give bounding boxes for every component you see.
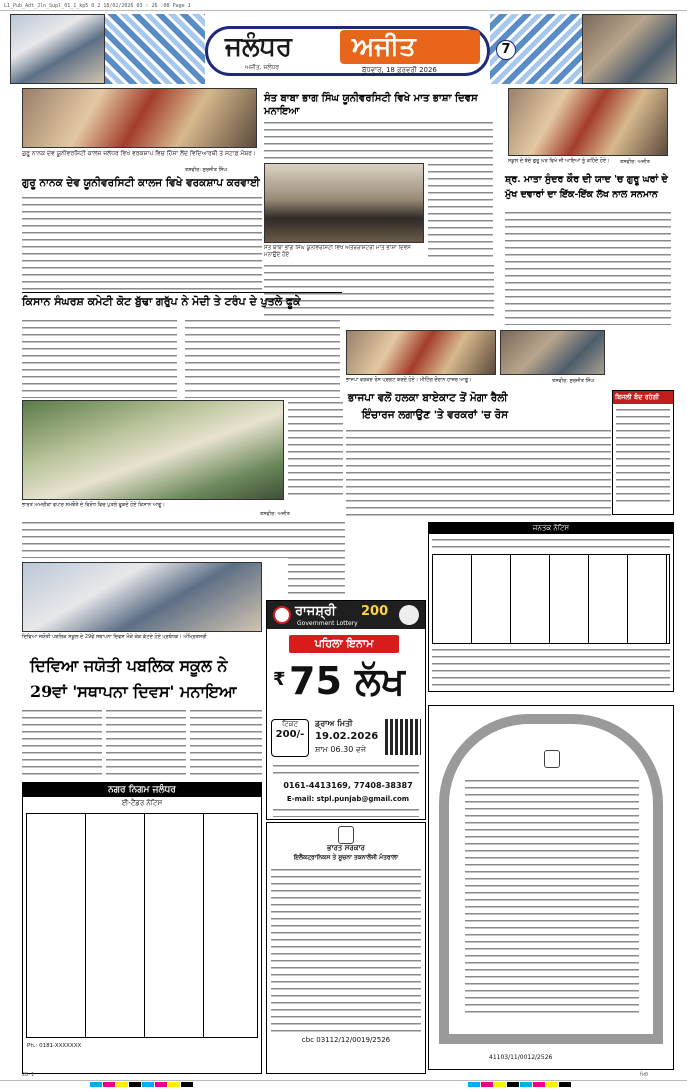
body-mata-sundar	[505, 210, 671, 325]
masthead-pattern-left	[105, 14, 205, 84]
credit-guru-nanak: ਤਸਵੀਰ: ਸੁਰਜੀਤ ਸਿੰਘ	[185, 167, 228, 173]
cmyk-bar	[90, 1072, 194, 1089]
print-slug: L1_Pub_Adt_Jln_Supl_01_1_kp5 0 2 18/02/2026 03 : 26 :08 Page 1	[4, 3, 191, 9]
bijli-body	[616, 407, 670, 507]
lottery-ad	[266, 600, 426, 820]
masthead-date: ਬੁੱਧਵਾਰ, 18 ਫ਼ਰਵਰੀ 2026	[362, 66, 437, 74]
credit-kisan: ਤਸਵੀਰ: ਅਜੀਤ	[260, 511, 290, 517]
body-kisan-1	[22, 318, 177, 398]
masthead-title-left: ਜਲੰਧਰ	[225, 32, 293, 62]
headline-divya-1: ਦਿਵਿਆ ਜਯੋਤੀ ਪਬਲਿਕ ਸਕੂਲ ਨੇ	[30, 656, 228, 675]
bijli-title: ਬਿਜਲੀ ਬੰਦ ਰਹੇਗੀ	[613, 391, 673, 404]
body-lead-right	[428, 120, 493, 260]
lottery-brand: ਰਾਜਸ਼੍ਰੀ	[295, 604, 336, 619]
body-divya-2	[106, 708, 186, 780]
lottery-draw-date: 19.02.2026	[315, 731, 379, 742]
lottery-email: E-mail: stpl.punjab@gmail.com	[286, 795, 410, 803]
notice-right-top-table	[432, 554, 670, 644]
masthead	[10, 14, 677, 84]
body-kisan-2	[185, 318, 340, 398]
body-guru-nanak	[22, 195, 262, 290]
photo-bjp	[346, 330, 496, 375]
headline-bjp-1: ਭਾਜਪਾ ਵਲੋਂ ਹਲਕਾ ਬਾਏਕਾਟ ਤੋਂ ਮੋਗਾ ਰੈਲੀ	[348, 392, 508, 404]
lottery-ticket-box	[271, 719, 309, 757]
notice-middle	[266, 822, 426, 1074]
headline-mata-sundar: ਸ਼੍ਰ. ਮਾਤਾ ਸੁੰਦਰ ਕੌਰ ਦੀ ਯਾਦ 'ਚ ਗੁਰੂ ਘਰਾਂ ਦੇ ਮੁੱਖ ਦਵਾਰਾਂ ਦਾ ਇੱਕ-ਇੱਕ ਲੱਖ ਨਾਲ ਸਨਮਾਨ	[505, 174, 668, 200]
headline-guru-nanak: ਗੁਰੂ ਨਾਨਕ ਦੇਵ ਯੂਨੀਵਰਸਿਟੀ ਕਾਲਜ ਵਿਖੇ ਵਰਕਸ਼ਾਪ ਕਰਵਾਈ	[22, 177, 260, 189]
lottery-sub: Government Lottery	[297, 620, 358, 627]
emblem-icon	[338, 826, 354, 844]
headline-divya-2: 29ਵਾਂ 'ਸਥਾਪਨਾ ਦਿਵਸ' ਮਨਾਇਆ	[30, 682, 237, 701]
photo-kisan	[22, 400, 284, 500]
notice-right-bottom-text	[465, 778, 639, 1018]
masthead-sub-left: ਅਜੀਤ, ਜਲੰਧਰ	[245, 64, 280, 71]
crop-line-top	[0, 10, 687, 11]
bijli-box	[612, 390, 674, 515]
rule-kisan	[22, 292, 342, 293]
caption-kisan: ਭਾਰਤ ਅਮਰੀਕਾ ਵਪਾਰ ਸਮਝੌਤੇ ਦੇ ਵਿਰੋਧ ਵਿਚ ਪੁਤਲੇ ਫੂਕਦੇ ਹੋਏ ਕਿਸਾਨ ਆਗੂ।	[22, 502, 165, 508]
lottery-currency: ₹	[273, 669, 286, 690]
headline-bjp-2: ਇੰਚਾਰਜ ਲਗਾਉਣ 'ਤੇ ਵਰਕਰਾਂ 'ਚ ਰੋਸ	[362, 409, 509, 421]
masthead-photo-right	[582, 14, 677, 84]
headline-lead-top: ਸੰਤ ਬਾਬਾ ਭਾਗ ਸਿੰਘ ਯੂਨੀਵਰਸਿਟੀ ਵਿਖੇ ਮਾਤ ਭਾਸ਼ਾ ਦਿਵਸ ਮਨਾਇਆ	[264, 93, 478, 117]
notice-middle-body: ਇਲੈਕਟ੍ਰਾਨਿਕਸ ਤੇ ਸੂਚਨਾ ਤਕਨਾਲੋਜੀ ਮੰਤਰਾਲਾ	[293, 854, 399, 861]
notice-left-footer: Ph.: 0181-XXXXXXX	[27, 1043, 82, 1049]
notice-middle-text	[271, 867, 421, 1032]
notice-middle-footer: cbc 03112/12/0019/2526	[301, 1036, 391, 1044]
body-kisan-3	[288, 400, 343, 500]
cmyk-bar-right	[468, 1072, 572, 1089]
caption-bjp: ਭਾਜਪਾ ਵਰਕਰ ਰੋਸ ਪ੍ਰਗਟ ਕਰਦੇ ਹੋਏ। ਮੀਟਿੰਗ ਦੌਰਾਨ ਹਾਜ਼ਰ ਆਗੂ।	[346, 377, 472, 383]
caption-guru-nanak: ਗੁਰੂ ਨਾਨਕ ਦੇਵ ਯੂਨੀਵਰਸਿਟੀ ਕਾਲਜ ਜਲੰਧਰ ਵਿਖੇ ਵਰਕਸ਼ਾਪ ਵਿਚ ਹਿੱਸਾ ਲੈਂਦੇ ਵਿਦਿਆਰਥੀ ਤੇ ਸਟਾਫ਼ ਮੈਂਬਰ।	[22, 150, 256, 157]
notice-right-top-intro	[432, 537, 670, 551]
photo-lead-top	[264, 163, 424, 243]
lottery-fineprint	[273, 763, 419, 775]
masthead-photo-left	[10, 14, 105, 84]
notice-right-top-title: ਜਨਤਕ ਨੋਟਿਸ	[429, 523, 673, 534]
body-column-mid	[288, 520, 345, 595]
photo-guru-nanak	[22, 88, 257, 148]
lottery-amount: 75 ਲੱਖ	[289, 659, 405, 703]
lottery-seal-icon	[399, 605, 419, 625]
caption-mata-sundar: ਸਕੂਲ ਦੇ ਬੱਚੇ ਗੁਰੂ ਘਰ ਵਿਖੇ ਜੀ ਆਇਆਂ ਨੂੰ ਕਹਿੰਦੇ ਹੋਏ।	[508, 158, 610, 164]
notice-left-sub: ਈ-ਟੈਂਡਰ ਨੋਟਿਸ	[121, 799, 163, 807]
lottery-ticket-price: 200/-	[275, 729, 305, 740]
footer-left-code: 28-1	[22, 1072, 35, 1078]
caption-divya: ਦਿਵਿਆ ਜਯੋਤੀ ਪਬਲਿਕ ਸਕੂਲ ਦੇ 29ਵੇਂ ਸਥਾਪਨਾ ਦਿਵਸ ਮੌਕੇ ਕੇਕ ਕੱਟਦੇ ਹੋਏ ਪ੍ਰਬੰਧਕ। ਅੰਮ੍ਰਿਤਸਰੀ	[22, 634, 207, 640]
photo-bjp-2	[500, 330, 605, 375]
lottery-footer	[273, 807, 419, 817]
notice-left	[22, 782, 262, 1074]
notice-right-top-foot	[432, 647, 670, 687]
notice-right-bottom	[428, 705, 674, 1070]
notice-left-header: ਨਗਰ ਨਿਗਮ ਜਲੰਧਰ	[23, 783, 261, 797]
lottery-qr-icon	[385, 719, 421, 755]
lottery-draw-label: ਡ੍ਰਾਅ ਮਿਤੀ	[315, 719, 353, 728]
photo-divya	[22, 562, 262, 632]
notice-right-top	[428, 522, 674, 692]
photo-mata-sundar	[508, 88, 668, 156]
masthead-title-right: ਅਜੀਤ	[352, 32, 416, 62]
notice-left-table	[26, 813, 258, 1038]
credit-mata-sundar: ਤਸਵੀਰ: ਅਜੀਤ	[620, 159, 650, 165]
footer-crop-bottom: ਮਿ0	[640, 1072, 648, 1078]
lottery-phone: 0161-4413169, 77408-38387	[283, 781, 413, 790]
notice-right-bottom-code: 41103/11/0012/2526	[489, 1054, 553, 1061]
body-divya-3	[190, 708, 262, 780]
lottery-draw-time: ਸ਼ਾਮ 06.30 ਵਜੇ	[315, 745, 367, 754]
body-divya-1	[22, 708, 102, 780]
body-bjp	[346, 428, 611, 518]
page-number: 7	[496, 40, 516, 60]
headline-kisan: ਕਿਸਾਨ ਸੰਘਰਸ਼ ਕਮੇਟੀ ਕੋਟ ਬੁੱਢਾ ਗਰੁੱਪ ਨੇ ਮੋਦੀ ਤੇ ਟਰੰਪ ਦੇ ਪੁਤਲੇ ਫੂਕੇ	[22, 295, 301, 308]
emblem-icon-right	[544, 750, 560, 768]
lottery-ticket-label: ਟਿਕਟ	[281, 720, 298, 728]
body-lead-bottom	[264, 263, 494, 318]
lottery-prize-label: ਪਹਿਲਾ ਇਨਾਮ	[289, 635, 399, 653]
caption-lead-top: ਸੰਤ ਬਾਬਾ ਭਾਗ ਸਿੰਘ ਯੂਨੀਵਰਸਿਟੀ ਵਿਖੇ ਅੰਤਰਰਾਸ਼ਟਰੀ ਮਾਤ ਭਾਸ਼ਾ ਦਿਵਸ ਮਨਾਉਂਦੇ ਹੋਏ	[264, 245, 411, 258]
lottery-number: 200	[361, 604, 389, 619]
notice-middle-title: ਭਾਰਤ ਸਰਕਾਰ	[327, 844, 365, 852]
lottery-logo-icon	[273, 606, 291, 624]
credit-bjp: ਤਸਵੀਰ: ਸੁਰਜੀਤ ਸਿੰਘ	[552, 378, 595, 384]
